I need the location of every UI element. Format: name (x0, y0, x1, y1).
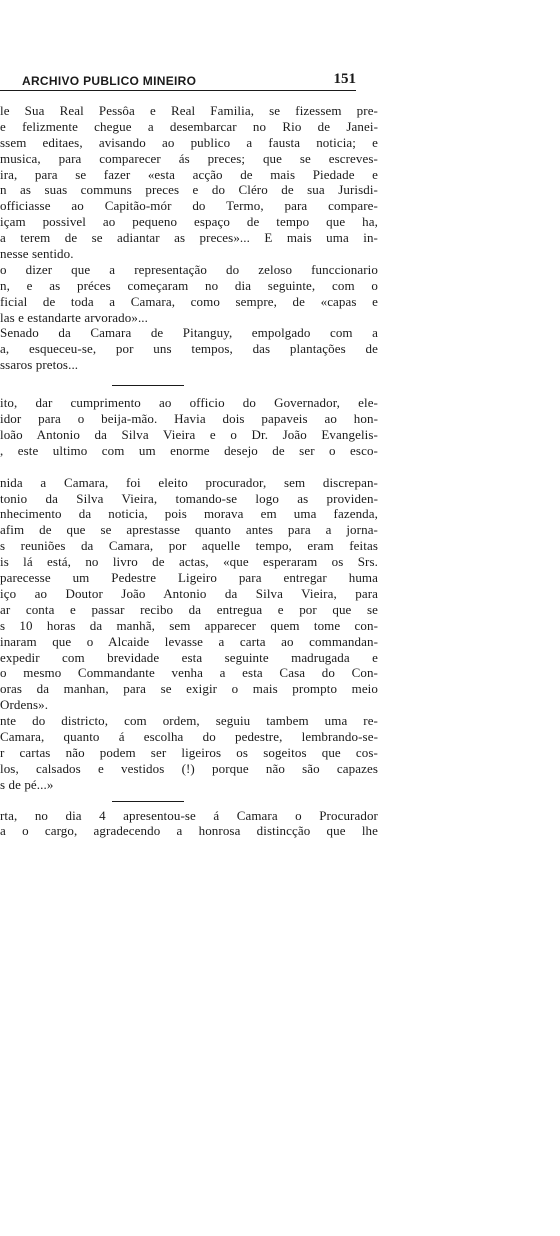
text-line: e felizmente chegue a desembarcar no Rio de Janei- (0, 118, 378, 134)
text-line: officiasse ao Capitão-mór do Termo, para compare- (0, 198, 378, 214)
text-line: parecesse um Pedestre Ligeiro para entregar huma (0, 570, 378, 586)
text-line: içam possivel ao pequeno espaço de tempo que ha, (0, 214, 378, 230)
text-line: expedir com brevidade esta seguinte madrugada e (0, 649, 378, 665)
section-gap (0, 386, 378, 395)
text-line: musica, para comparecer ás preces; que se escreves- (0, 150, 378, 166)
text-line: las e estandarte arvorado»... (0, 309, 149, 325)
text-line: ssem editaes, avisando ao publico a fausta noticia; e (0, 134, 378, 150)
running-head: ARCHIVO PUBLICO MINEIRO (22, 74, 197, 88)
text-line: Camara, quanto á escolha do pedestre, lembrando-se- (0, 728, 378, 744)
paragraph-gap (0, 459, 378, 475)
text-line: r cartas não podem ser ligeiros os sogeitos que cos- (0, 744, 378, 760)
section-gap (0, 373, 378, 385)
paragraph-representacao (0, 262, 378, 326)
text-line: a o cargo, agradecendo a honrosa distincção que lhe (0, 823, 378, 839)
text-line: nhecimento da noticia, pois morava em uma fazenda, (0, 506, 378, 522)
text-line: o dizer que a representação do zeloso funccionario (0, 261, 378, 277)
text-line: Ordens». (0, 697, 49, 713)
text-line: rta, no dia 4 apresentou-se á Camara o Procurador (0, 807, 378, 823)
text-line: a, esqueceu-se, por uns tempos, das plantações de (0, 341, 378, 357)
text-line: ira, para se fazer «esta acção de mais Piedade e (0, 166, 378, 182)
paragraph-pedestre (0, 713, 378, 792)
text-line: los, calsados e vestidos (!) porque não são capazes (0, 760, 378, 776)
paragraph-preces (0, 103, 378, 262)
paragraph-senado (0, 325, 378, 373)
paragraph-procurador (0, 475, 378, 713)
section-gap (0, 793, 378, 801)
paragraph-apresentou (0, 808, 378, 840)
text-line: oras da manhan, para se exigir o mais prompto meio (0, 681, 378, 697)
text-line: o mesmo Commandante venha a esta Casa do Con- (0, 665, 378, 681)
text-line: nida a Camara, foi eleito procurador, sem discrepan- (0, 474, 378, 490)
text-line: nesse sentido. (0, 246, 74, 262)
text-line: le Sua Real Pessôa e Real Familia, se fizessem pre- (0, 103, 378, 118)
page-number: 151 (333, 71, 356, 87)
text-line: Senado da Camara de Pitanguy, empolgado com a (0, 325, 378, 341)
text-line: s 10 horas da manhã, sem apparecer quem tome con- (0, 617, 378, 633)
text-line: , este ultimo com um enorme desejo de ser o esco- (0, 442, 378, 458)
text-line: nte do districto, com ordem, seguiu tambem uma re- (0, 713, 378, 729)
text-line: n as suas communs preces e do Cléro de sua Jurisdi- (0, 182, 378, 198)
text-line: inaram que o Alcaide levasse a carta ao commandan- (0, 633, 378, 649)
text-line: s de pé...» (0, 776, 54, 792)
text-line: ito, dar cumprimento ao officio do Governador, ele- (0, 395, 378, 411)
text-line: tonio da Silva Vieira, tomando-se logo as providen- (0, 490, 378, 506)
text-line: ficial de toda a Camara, como sempre, de «capas e (0, 293, 378, 309)
text-line: iço ao Doutor João Antonio da Silva Vieira, para (0, 585, 378, 601)
body-text (0, 103, 378, 839)
text-line: n, e as préces começaram no dia seguinte, com o (0, 277, 378, 293)
text-line: afim de que se aprestasse quanto antes para a jorna- (0, 522, 378, 538)
header-rule (0, 90, 356, 91)
text-line: ar conta e passar recibo da entregua e por que se (0, 601, 378, 617)
text-line: ssaros pretos... (0, 357, 79, 373)
text-line: loão Antonio da Silva Vieira e o Dr. João Evangelis- (0, 426, 378, 442)
paragraph-governador (0, 395, 378, 459)
text-line: s reuniões da Camara, por aquelle tempo, eram feitas (0, 538, 378, 554)
text-line: idor para o beija-mão. Havia dois papaveis ao hon- (0, 411, 378, 427)
text-line: a terem de se adiantar as preces»... E mais uma in- (0, 230, 378, 246)
text-line: is lá está, no livro de actas, «que esperaram os Srs. (0, 554, 378, 570)
